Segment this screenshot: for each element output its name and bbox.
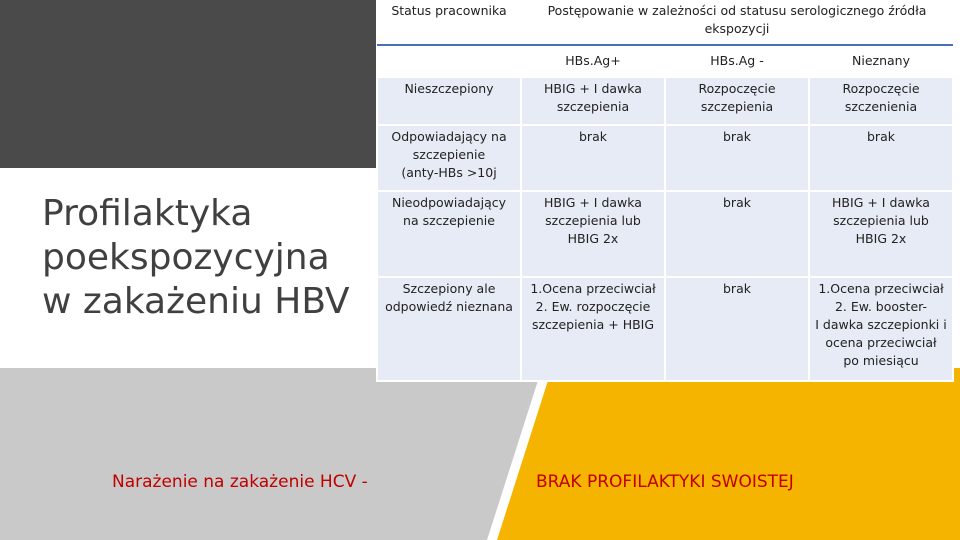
row-status: Szczepiony ale odpowiedź nieznana — [377, 277, 521, 381]
row-cell: 1.Ocena przeciwciał 2. Ew. booster- I dawka szczepionki i ocena przeciwciał po miesiącu — [809, 277, 953, 381]
title-line-1: Profilaktyka — [42, 193, 253, 234]
slide-title — [42, 192, 362, 324]
row-cell: brak — [809, 125, 953, 191]
no-prophylaxis-label: BRAK PROFILAKTYKI SWOISTEJ — [536, 472, 794, 492]
table-row — [377, 125, 953, 191]
row-cell: Rozpoczęcie szczepienia — [665, 77, 809, 125]
row-cell: brak — [665, 125, 809, 191]
row-status: Odpowiadający na szczepienie (anty-HBs >10j — [377, 125, 521, 191]
table-row — [377, 77, 953, 125]
row-cell: brak — [665, 191, 809, 277]
hcv-exposure-label: Narażenie na zakażenie HCV - — [112, 472, 368, 492]
row-cell: brak — [521, 125, 665, 191]
table-row — [377, 277, 953, 381]
table-row — [377, 191, 953, 277]
row-cell: HBIG + I dawka szczepienia — [521, 77, 665, 125]
subheader-empty — [377, 45, 521, 77]
header-status: Status pracownika — [377, 0, 521, 45]
dark-panel — [0, 0, 380, 168]
subheader-hbsag-positive: HBs.Ag+ — [521, 45, 665, 77]
row-cell: Rozpoczęcie szczenienia — [809, 77, 953, 125]
header-procedure: Postępowanie w zależności od statusu serologicznego źródła ekspozycji — [521, 0, 953, 45]
title-line-3: w zakażeniu HBV — [42, 281, 350, 322]
prophylaxis-table — [376, 0, 954, 382]
row-cell: 1.Ocena przeciwciał 2. Ew. rozpoczęcie szczepienia + HBIG — [521, 277, 665, 381]
row-cell: HBIG + I dawka szczepienia lub HBIG 2x — [521, 191, 665, 277]
row-cell: HBIG + I dawka szczepienia lub HBIG 2x — [809, 191, 953, 277]
subheader-hbsag-negative: HBs.Ag - — [665, 45, 809, 77]
title-line-2: poekspozycyjna — [42, 237, 330, 278]
subheader-unknown: Nieznany — [809, 45, 953, 77]
row-cell: brak — [665, 277, 809, 381]
prophylaxis-table-container — [376, 0, 952, 378]
row-status: Nieszczepiony — [377, 77, 521, 125]
row-status: Nieodpowiadający na szczepienie — [377, 191, 521, 277]
